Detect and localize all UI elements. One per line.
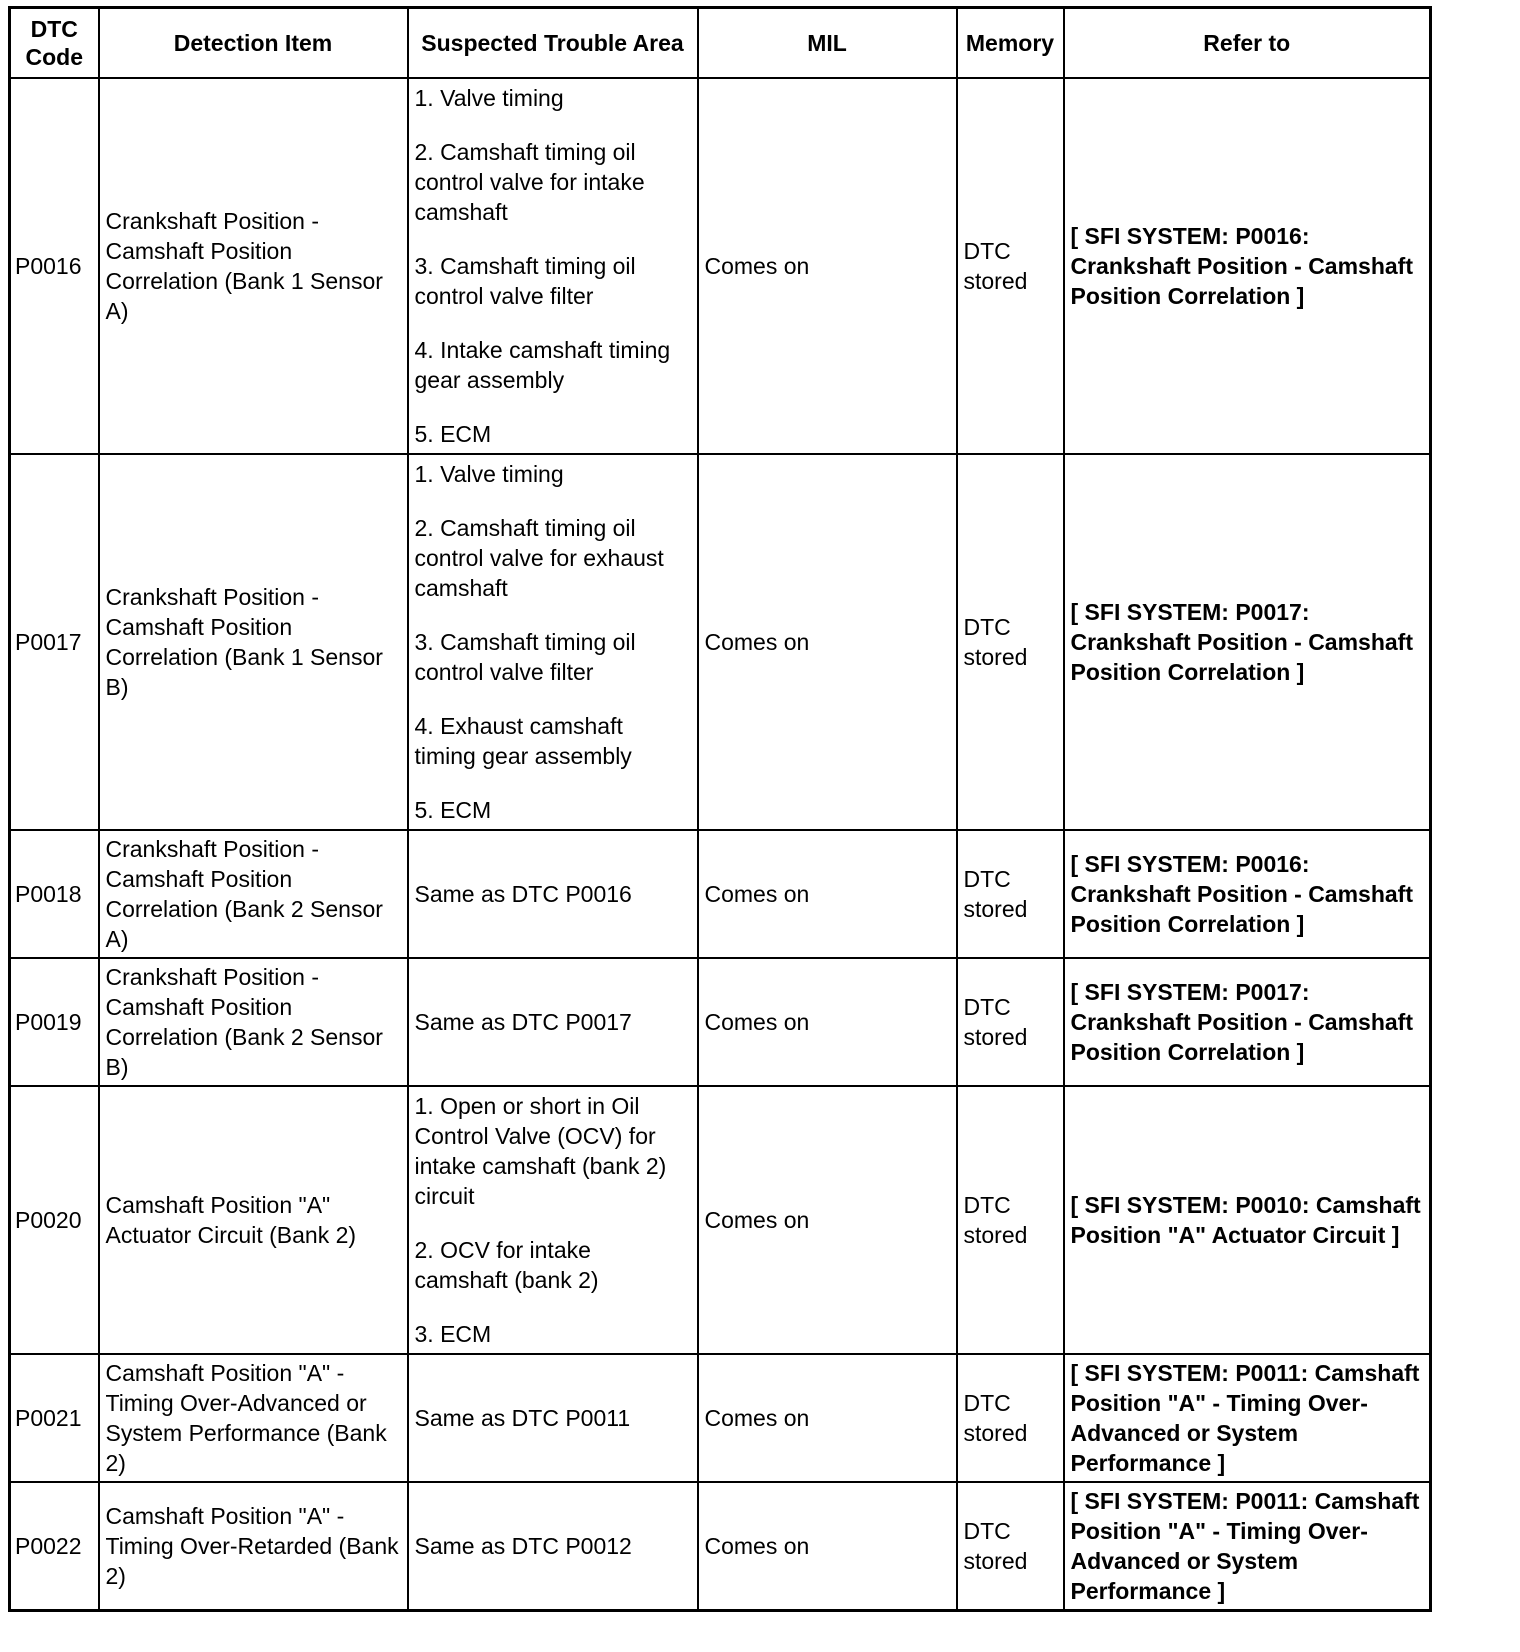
trouble-item: Same as DTC P0017 [414, 1009, 632, 1035]
trouble-item: 2. Camshaft timing oil control valve for exhaust camshaft [414, 515, 664, 601]
dtc-code-cell: P0022 [10, 1482, 99, 1611]
refer-to-cell: [ SFI SYSTEM: P0011: Camshaft Position "A" - Timing Over-Advanced or System Performance ] [1064, 1482, 1431, 1611]
table-row [10, 958, 1431, 1086]
refer-to-cell: [ SFI SYSTEM: P0016: Crankshaft Position - Camshaft Position Correlation ] [1064, 830, 1431, 958]
table-row [10, 454, 1431, 830]
trouble-item: 1. Valve timing [414, 85, 564, 111]
detection-item-cell: Crankshaft Position - Camshaft Position Correlation (Bank 1 Sensor A) [99, 78, 408, 454]
table-row [10, 830, 1431, 958]
trouble-item: Same as DTC P0016 [414, 881, 632, 907]
trouble-item: 4. Intake camshaft timing gear assembly [414, 337, 671, 393]
suspected-trouble-area-cell [408, 78, 698, 454]
refer-to-cell: [ SFI SYSTEM: P0011: Camshaft Position "A" - Timing Over-Advanced or System Performance ] [1064, 1354, 1431, 1482]
dtc-code-cell: P0016 [10, 78, 99, 454]
mil-cell: Comes on [698, 958, 957, 1086]
memory-cell: DTC stored [957, 1482, 1064, 1611]
mil-cell: Comes on [698, 1482, 957, 1611]
mil-cell: Comes on [698, 454, 957, 830]
trouble-item: 4. Exhaust camshaft timing gear assembly [414, 713, 632, 769]
detection-item-cell: Crankshaft Position - Camshaft Position Correlation (Bank 2 Sensor A) [99, 830, 408, 958]
suspected-trouble-area-cell [408, 1354, 698, 1482]
detection-item-cell: Crankshaft Position - Camshaft Position Correlation (Bank 1 Sensor B) [99, 454, 408, 830]
table-row [10, 1354, 1431, 1482]
dtc-code-cell: P0018 [10, 830, 99, 958]
header-memory: Memory [957, 8, 1064, 79]
memory-cell: DTC stored [957, 958, 1064, 1086]
suspected-trouble-area-cell [408, 1482, 698, 1611]
table-row [10, 1482, 1431, 1611]
mil-cell: Comes on [698, 1354, 957, 1482]
memory-cell: DTC stored [957, 1354, 1064, 1482]
dtc-code-cell: P0021 [10, 1354, 99, 1482]
trouble-item: 3. ECM [414, 1321, 492, 1347]
trouble-item: Same as DTC P0011 [414, 1405, 631, 1431]
detection-item-cell: Crankshaft Position - Camshaft Position Correlation (Bank 2 Sensor B) [99, 958, 408, 1086]
header-row [10, 8, 1431, 79]
header-detection-item: Detection Item [99, 8, 408, 79]
table-row [10, 1086, 1431, 1354]
dtc-code-cell: P0020 [10, 1086, 99, 1354]
header-refer-to: Refer to [1064, 8, 1431, 79]
header-suspected-trouble-area: Suspected Trouble Area [408, 8, 698, 79]
memory-cell: DTC stored [957, 1086, 1064, 1354]
detection-item-cell: Camshaft Position "A" Actuator Circuit (Bank 2) [99, 1086, 408, 1354]
dtc-table [8, 6, 1432, 1612]
dtc-table-wrapper [8, 6, 1432, 1612]
refer-to-cell: [ SFI SYSTEM: P0017: Crankshaft Position - Camshaft Position Correlation ] [1064, 958, 1431, 1086]
mil-cell: Comes on [698, 1086, 957, 1354]
trouble-item: 5. ECM [414, 797, 492, 823]
memory-cell: DTC stored [957, 830, 1064, 958]
dtc-code-cell: P0019 [10, 958, 99, 1086]
dtc-code-cell: P0017 [10, 454, 99, 830]
trouble-item: Same as DTC P0012 [414, 1533, 632, 1559]
detection-item-cell: Camshaft Position "A" - Timing Over-Advanced or System Performance (Bank 2) [99, 1354, 408, 1482]
table-row [10, 78, 1431, 454]
trouble-item: 3. Camshaft timing oil control valve filter [414, 253, 636, 309]
table-body [10, 78, 1431, 1611]
suspected-trouble-area-cell [408, 1086, 698, 1354]
suspected-trouble-area-cell [408, 830, 698, 958]
header-mil: MIL [698, 8, 957, 79]
mil-cell: Comes on [698, 830, 957, 958]
header-dtc-code-line1: DTC [30, 16, 78, 42]
header-dtc-code-line2: Code [25, 44, 83, 70]
detection-item-cell: Camshaft Position "A" - Timing Over-Retarded (Bank 2) [99, 1482, 408, 1611]
mil-cell: Comes on [698, 78, 957, 454]
refer-to-cell: [ SFI SYSTEM: P0017: Crankshaft Position - Camshaft Position Correlation ] [1064, 454, 1431, 830]
trouble-item: 1. Valve timing [414, 461, 564, 487]
refer-to-cell: [ SFI SYSTEM: P0016: Crankshaft Position - Camshaft Position Correlation ] [1064, 78, 1431, 454]
suspected-trouble-area-cell [408, 454, 698, 830]
suspected-trouble-area-cell [408, 958, 698, 1086]
refer-to-cell: [ SFI SYSTEM: P0010: Camshaft Position "A" Actuator Circuit ] [1064, 1086, 1431, 1354]
trouble-item: 2. Camshaft timing oil control valve for intake camshaft [414, 139, 645, 225]
header-dtc-code [10, 8, 99, 79]
trouble-item: 1. Open or short in Oil Control Valve (OCV) for intake camshaft (bank 2) circuit [414, 1093, 667, 1209]
trouble-item: 2. OCV for intake camshaft (bank 2) [414, 1237, 599, 1293]
memory-cell: DTC stored [957, 454, 1064, 830]
memory-cell: DTC stored [957, 78, 1064, 454]
trouble-item: 3. Camshaft timing oil control valve filter [414, 629, 636, 685]
trouble-item: 5. ECM [414, 421, 492, 447]
